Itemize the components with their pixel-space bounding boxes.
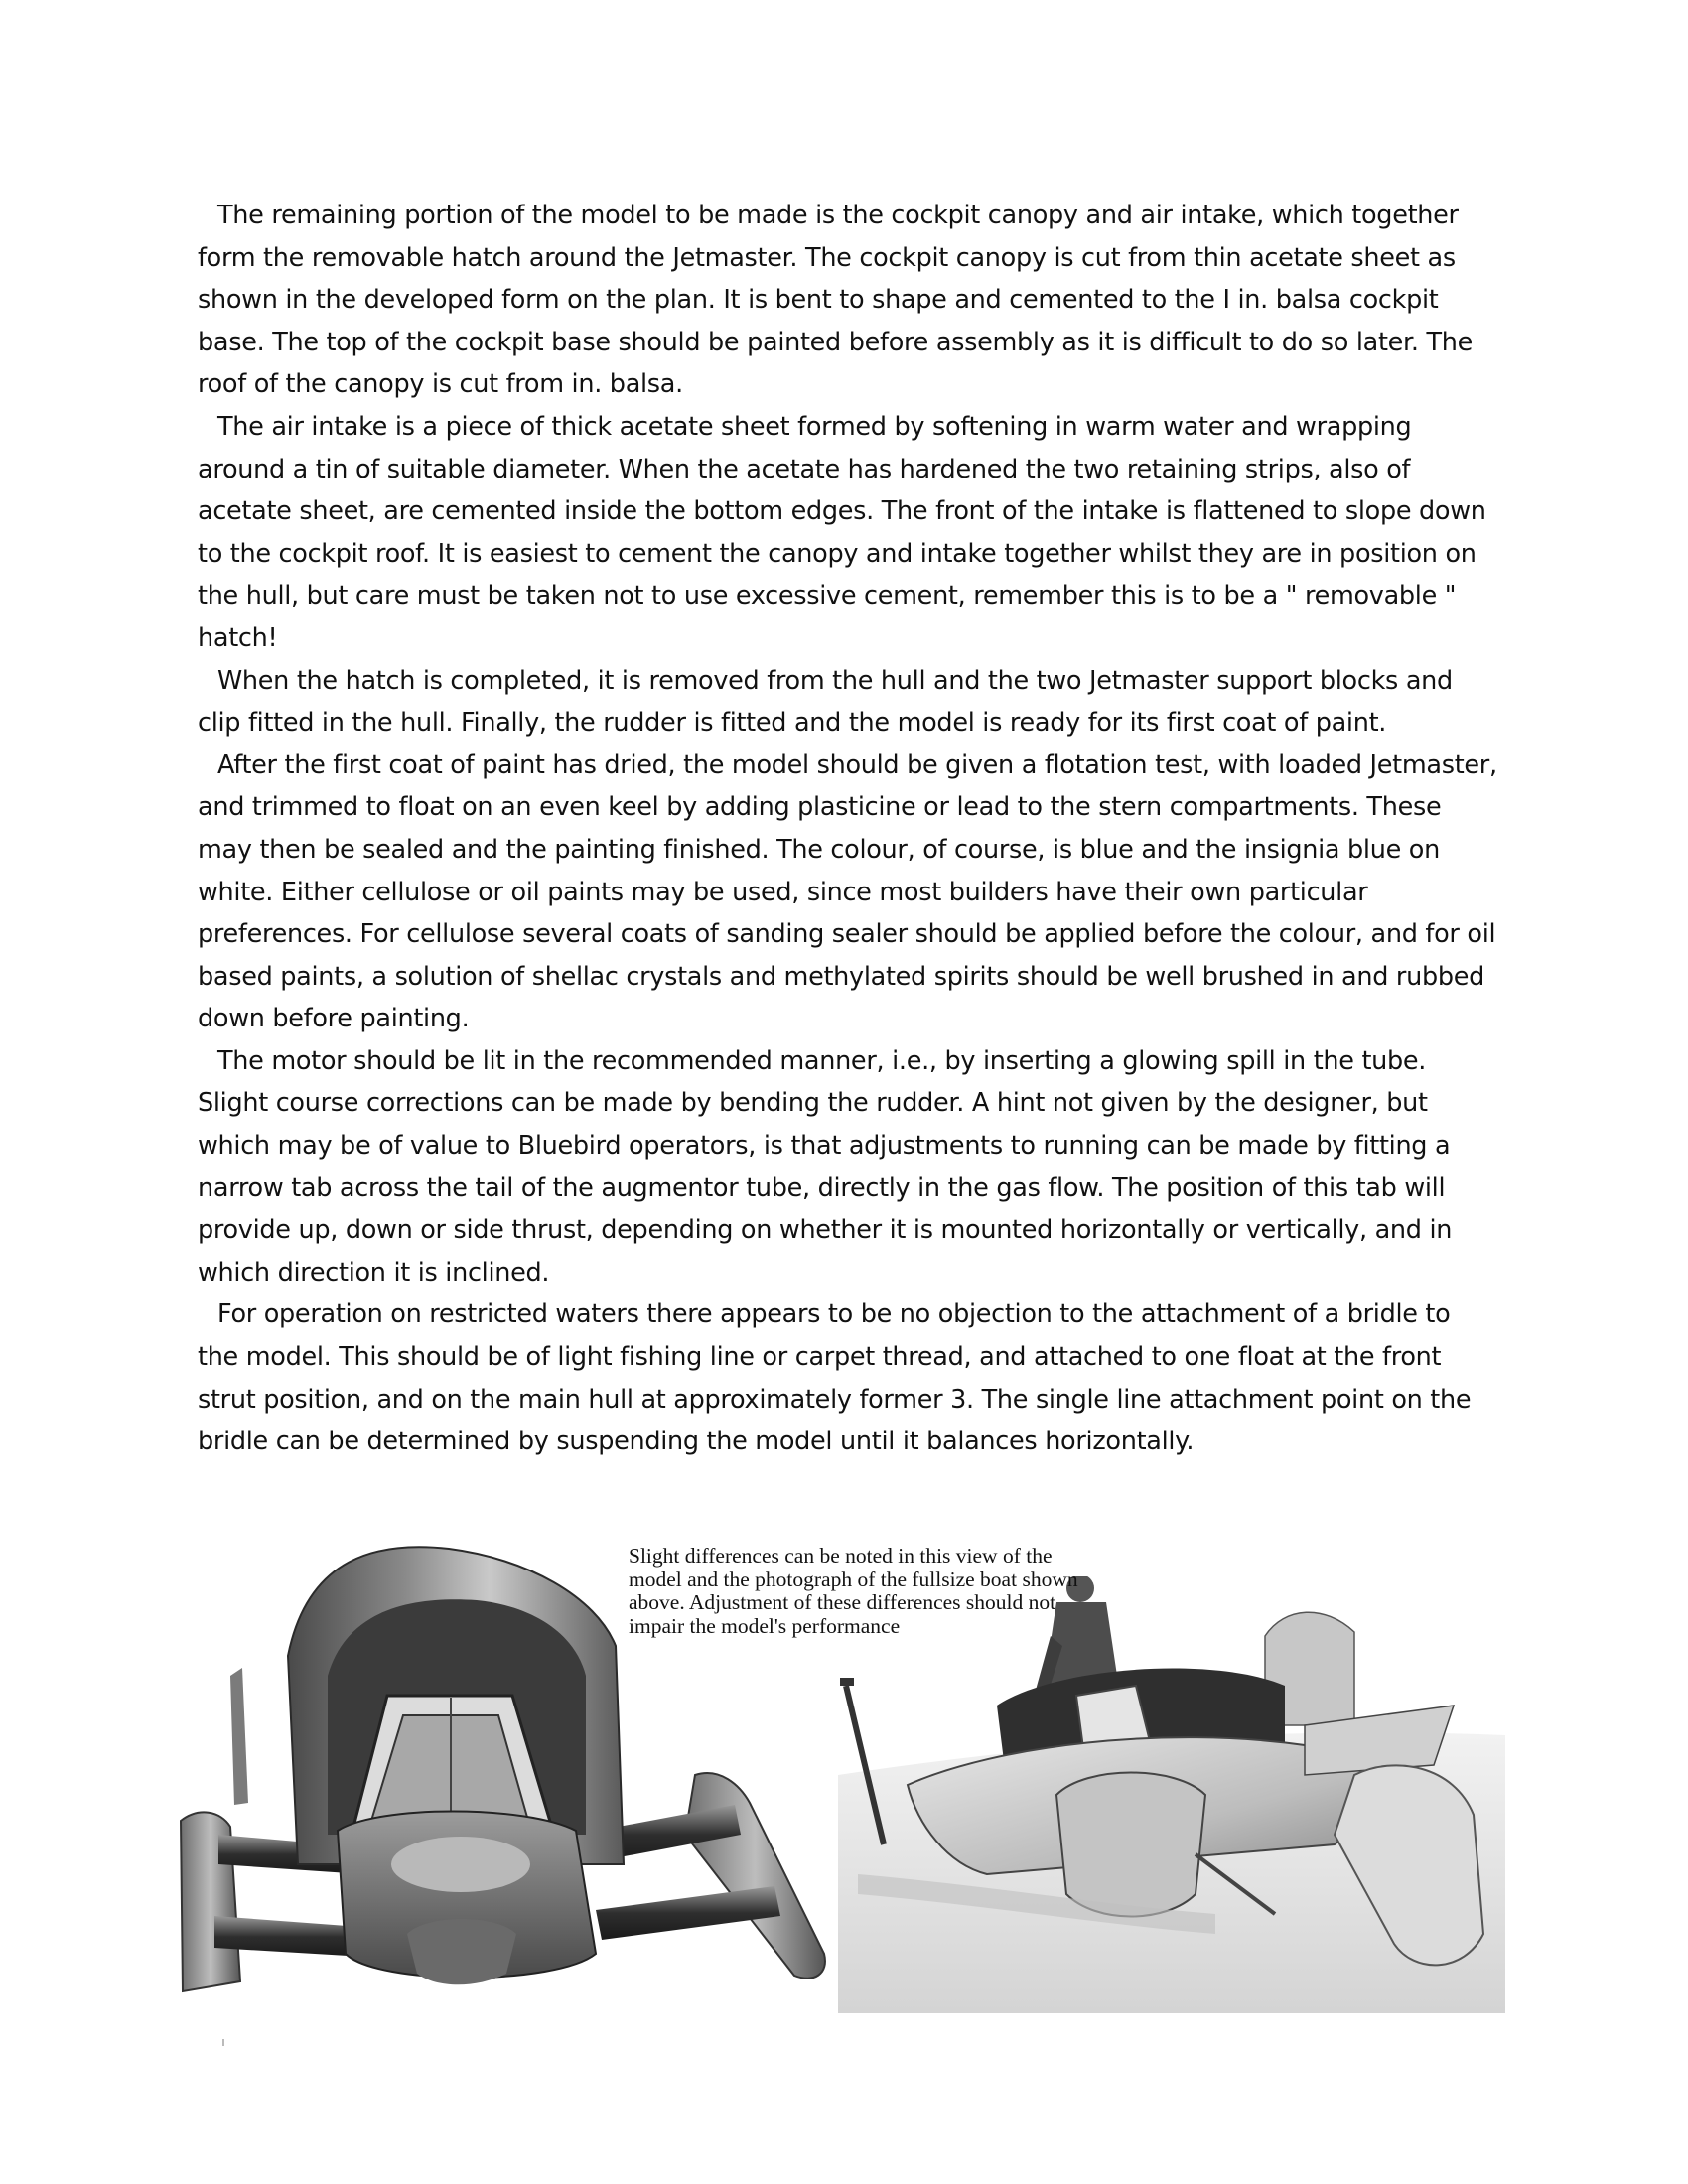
photo-caption: Slight differences can be noted in this view of the model and the photograph of the fullsize boat shown above. Adjustment of these differences should not impair the model's performance [629,1544,1078,1638]
paragraph-hatch: When the hatch is completed, it is removed from the hull and the two Jetmaster support blocks and clip fitted in the hull. Finally, the rudder is fitted and the model is ready for its first coat of paint. [198,665,1453,739]
paragraph-canopy: The remaining portion of the model to be made is the cockpit canopy and air intake, which together form the removable hatch around the Jetmaster. The cockpit canopy is cut from thin acetate sheet as shown in the developed form on the plan. It is bent to shape and cemented to the I in. balsa cockpit base. The top of the cockpit base should be painted before assembly as it is difficult to do so later. The roof of the canopy is cut from in. balsa. [198,201,1474,400]
scan-mark [222,2039,224,2046]
paragraph-bridle: For operation on restricted waters there appears to be no objection to the attachment of a bridle to the model. This should be of light fishing line or carpet thread, and attached to one float at the front strut position, and on the main hull at approximately former 3. The single line attachment point on the bridle can be determined by suspending the model until it balances horizontally. [198,1299,1472,1457]
fullsize-boat-photo [838,1576,1505,2013]
paragraph-painting: After the first coat of paint has dried, the model should be given a flotation test, with loaded Jetmaster, and trimmed to float on an even keel by adding plasticine or lead to the stern compartments. These may then be sealed and the painting finished. The colour, of course, is blue and the insignia blue on white. Either cellulose or oil paints may be used, since most builders have their own particular preferences. For cellulose several coats of sanding sealer should be applied before the colour, and for oil based paints, a solution of shellac crystals and methylated spirits should be well brushed in and rubbed down before painting. [198,750,1497,1034]
paragraph-motor: The motor should be lit in the recommended manner, i.e., by inserting a glowing spill in the tube. Slight course corrections can be made by bending the rudder. A hint not given by the designer, but which may be of value to Bluebird operators, is that adjustments to running can be made by fitting a narrow tab across the tail of the augmentor tube, directly in the gas flow. The position of this tab will provide up, down or side thrust, depending on whether it is mounted horizontally or vertically, and in which direction it is inclined. [198,1045,1453,1288]
article-body [198,195,1498,1463]
paragraph-air-intake: The air intake is a piece of thick acetate sheet formed by softening in warm water and wrapping around a tin of suitable diameter. When the acetate has hardened the two retaining strips, also of acetate sheet, are cemented inside the bottom edges. The front of the intake is flattened to slope down to the cockpit roof. It is easiest to cement the canopy and intake together whilst they are in position on the hull, but care must be taken not to use excessive cement, remember this is to be a " removable " hatch! [198,411,1486,653]
